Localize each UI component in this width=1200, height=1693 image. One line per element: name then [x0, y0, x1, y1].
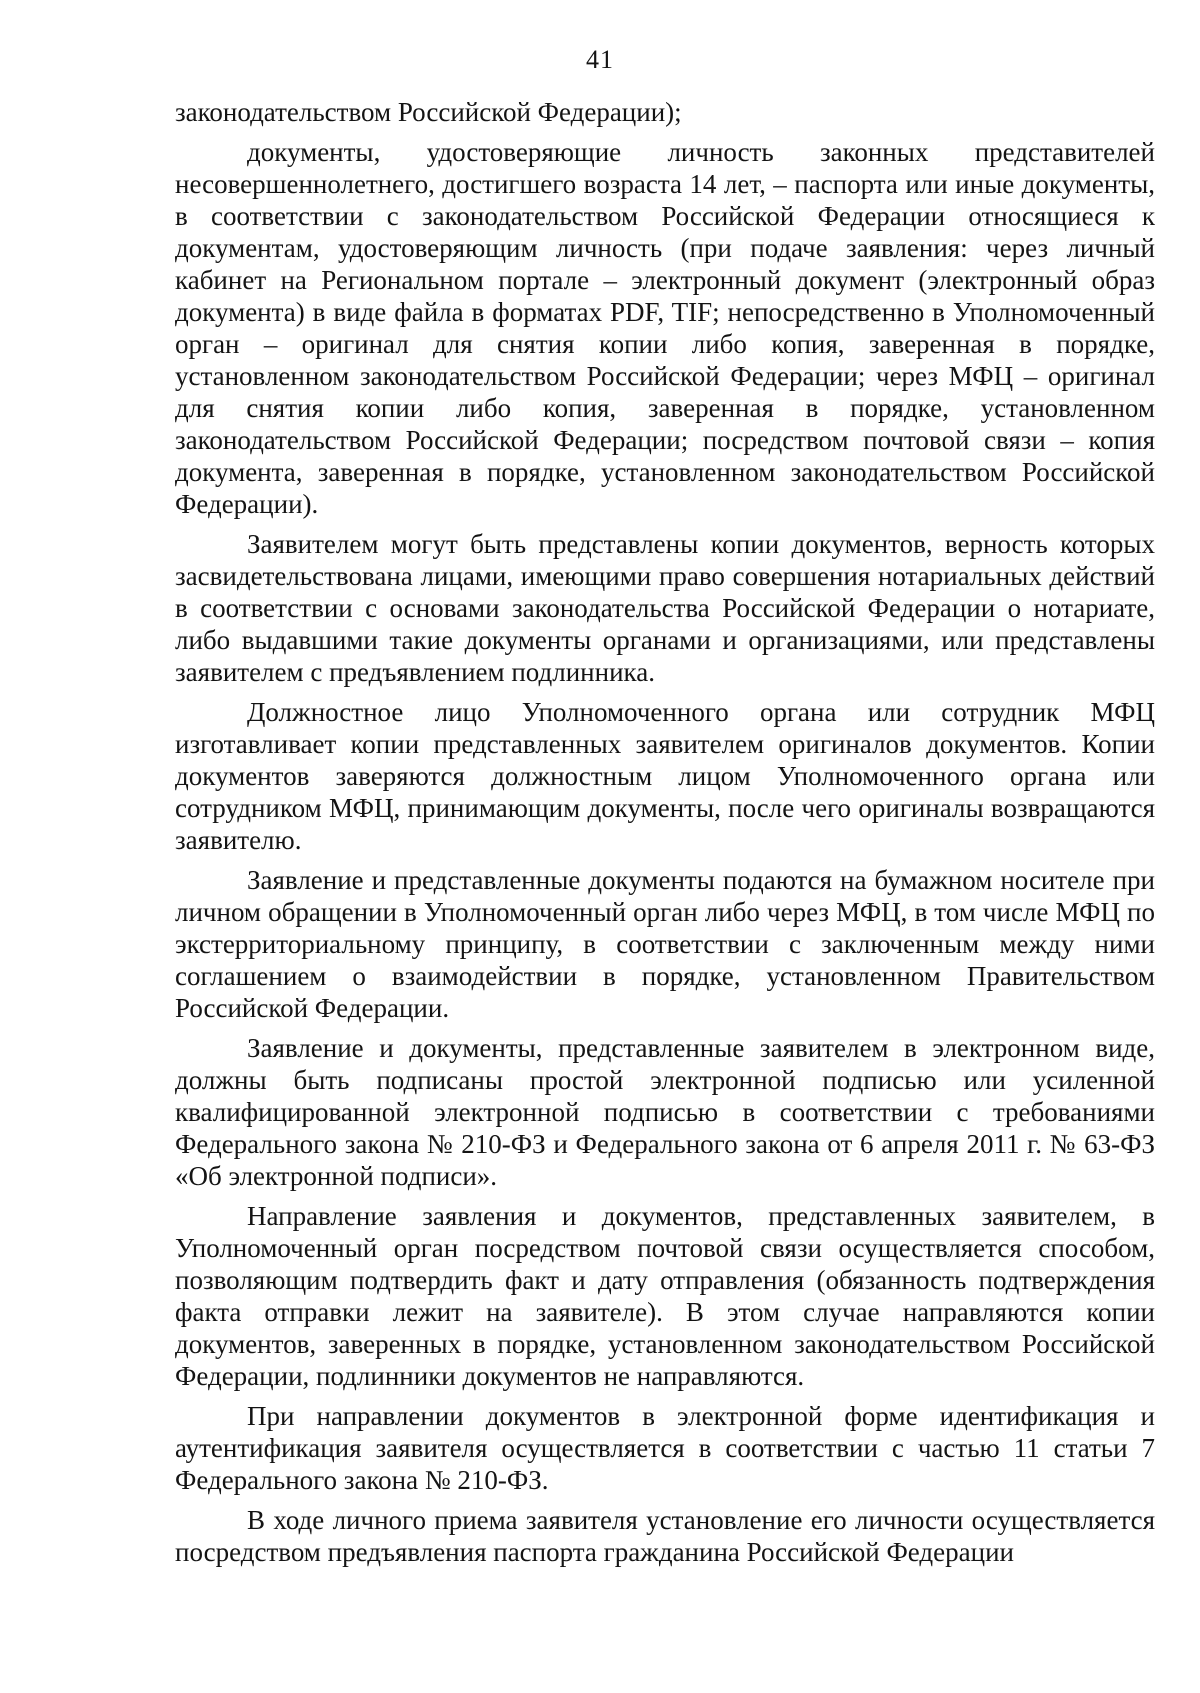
paragraph-paper-submission: Заявление и представленные документы подаются на бумажном носителе при личном обращении в Уполномоченный орган либо через МФЦ, в том числе МФЦ по экстерриториальному принципу, в соответствии с заключенным между ними соглашением о взаимодействии в порядке, установленном Правительством Российской Федерации. — [175, 865, 1155, 1023]
paragraph-representative-documents: документы, удостоверяющие личность законных представителей несовершеннолетнего, достигшего возраста 14 лет, – паспорта или иные документы, в соответствии с законодательством Российской Федерации относящиеся к документам, удостоверяющим личность (при подаче заявления: через личный кабинет на Региональном портале – электронный документ (электронный образ документа) в виде файла в форматах PDF, TIF; непосредственно в Уполномоченный орган – оригинал для снятия копии либо копия, заверенная в порядке, установленном законодательством Российской Федерации; через МФЦ – оригинал для снятия копии либо копия, заверенная в порядке, установленном законодательством Российской Федерации; посредством почтовой связи – копия документа, заверенная в порядке, установленном законодательством Российской Федерации). — [175, 137, 1155, 519]
paragraph-electronic-signature: Заявление и документы, представленные заявителем в электронном виде, должны быть подписаны простой электронной подписью или усиленной квалифицированной электронной подписью в соответствии с требованиями Федерального закона № 210-ФЗ и Федерального закона от 6 апреля 2011 г. № 63-ФЗ «Об электронной подписи». — [175, 1033, 1155, 1191]
paragraph-identification: При направлении документов в электронной форме идентификация и аутентификация заявителя осуществляется в соответствии с частью 11 статьи 7 Федерального закона № 210-ФЗ. — [175, 1401, 1155, 1495]
paragraph-notarized-copies: Заявителем могут быть представлены копии документов, верность которых засвидетельствована лицами, имеющими право совершения нотариальных действий в соответствии с основами законодательства Российской Федерации о нотариате, либо выдавшими такие документы органами и организациями, или представлены заявителем с предъявлением подлинника. — [175, 529, 1155, 687]
document-body — [175, 96, 1155, 1576]
page-number: 41 — [586, 45, 614, 74]
paragraph-postal-submission: Направление заявления и документов, представленных заявителем, в Уполномоченный орган посредством почтовой связи осуществляется способом, позволяющим подтвердить факт и дату отправления (обязанность подтверждения факта отправки лежит на заявителе). В этом случае направляются копии документов, заверенных в порядке, установленном законодательством Российской Федерации, подлинники документов не направляются. — [175, 1201, 1155, 1391]
paragraph-copy-certification: Должностное лицо Уполномоченного органа или сотрудник МФЦ изготавливает копии представленных заявителем оригиналов документов. Копии документов заверяются должностным лицом Уполномоченного органа или сотрудником МФЦ, принимающим документы, после чего оригиналы возвращаются заявителю. — [175, 697, 1155, 855]
paragraph-continuation: законодательством Российской Федерации); — [175, 97, 682, 127]
paragraph-personal-reception: В ходе личного приема заявителя установление его личности осуществляется посредством предъявления паспорта гражданина Российской Федерации — [175, 1505, 1155, 1567]
